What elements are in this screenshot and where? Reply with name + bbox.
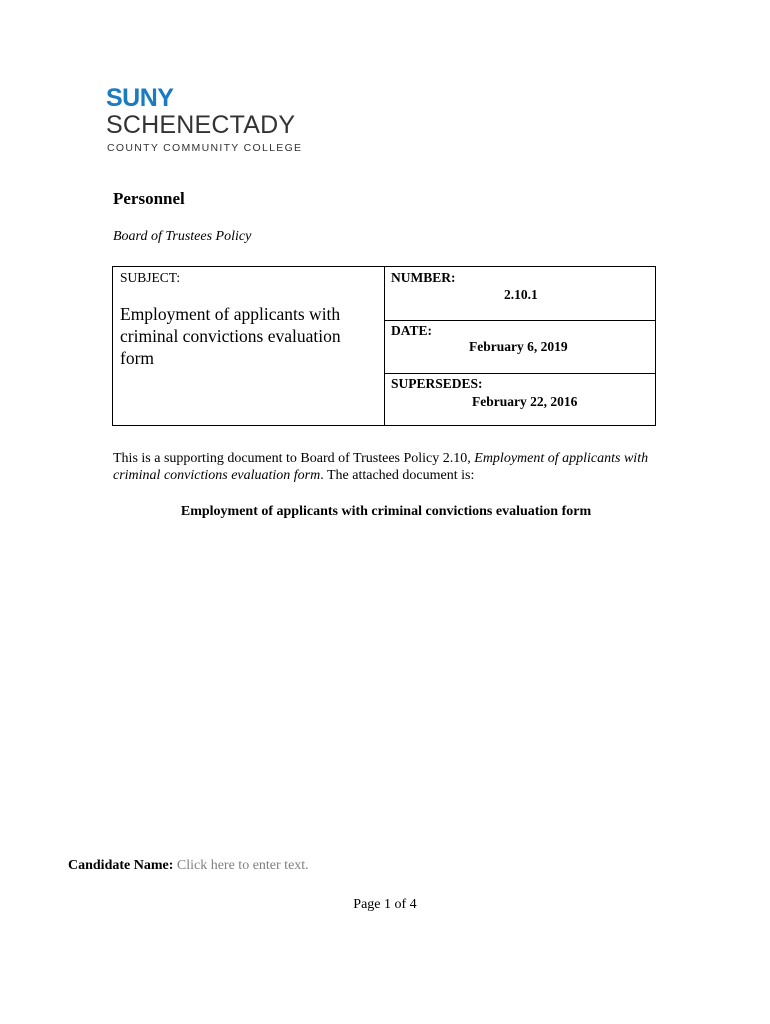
subject-value: Employment of applicants with criminal convictions evaluation form [120, 304, 341, 368]
document-heading [0, 504, 770, 520]
candidate-name-label: Candidate Name: [68, 858, 174, 873]
candidate-name-field [68, 858, 309, 874]
date-value: February 6, 2019 [469, 339, 568, 354]
subject-label: SUBJECT: [120, 270, 181, 285]
table-row-divider [385, 320, 655, 321]
supersedes-label: SUPERSEDES: [391, 376, 483, 391]
intro-text-end: . The attached document is: [320, 468, 475, 483]
intro-paragraph [113, 450, 663, 484]
table-column-divider [384, 267, 385, 425]
candidate-name-input[interactable]: Click here to enter text. [176, 858, 309, 873]
policy-type: Board of Trustees Policy [113, 229, 252, 244]
supersedes-value: February 22, 2016 [472, 394, 578, 409]
number-label: NUMBER: [391, 270, 456, 285]
document-heading-text: Employment of applicants with criminal convictions evaluation form [180, 504, 592, 519]
intro-policy-title: Employment of applicants with criminal convictions evaluation form [113, 451, 649, 483]
logo-suny: SUNY [106, 84, 174, 112]
number-value: 2.10.1 [504, 287, 538, 302]
table-row-divider [385, 373, 655, 374]
page-number: Page 1 of 4 [353, 897, 417, 912]
college-logo [106, 86, 326, 156]
policy-info-table [112, 266, 656, 426]
intro-text-start: This is a supporting document to Board of Trustees Policy 2.10, [113, 451, 475, 466]
department-title: Personnel [113, 189, 185, 208]
logo-college-name: COUNTY COMMUNITY COLLEGE [107, 142, 303, 154]
logo-schenectady: SCHENECTADY [106, 111, 296, 139]
date-label: DATE: [391, 323, 433, 338]
